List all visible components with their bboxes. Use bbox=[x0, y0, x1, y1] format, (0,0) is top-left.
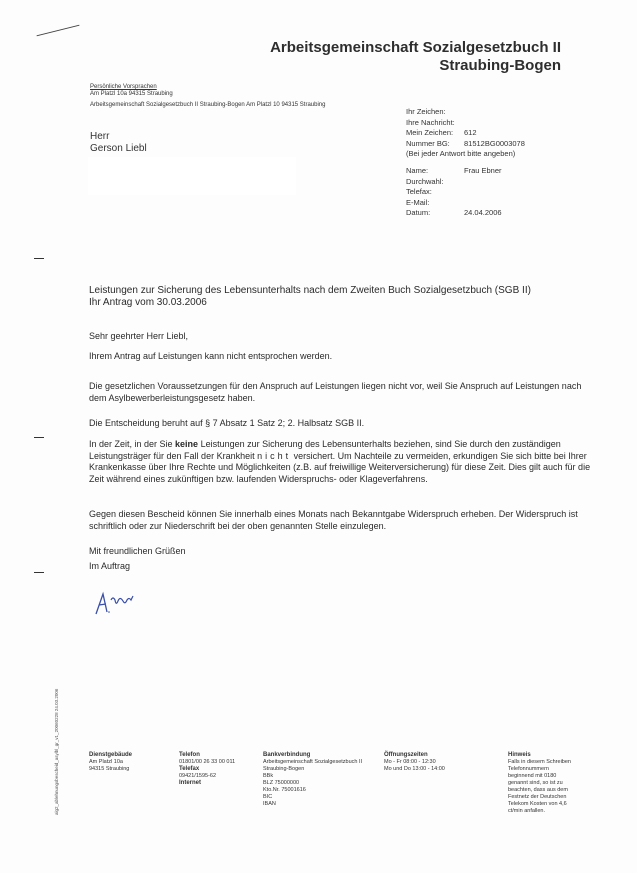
date-label: Datum: bbox=[406, 208, 431, 217]
org-name: Arbeitsgemeinschaft Sozialgesetzbuch II bbox=[270, 39, 561, 56]
footer-account-number: Kto.Nr. 75001616 bbox=[263, 787, 306, 793]
insurance-text-a: In der Zeit, in der Sie bbox=[89, 439, 176, 449]
closing bbox=[89, 546, 594, 572]
mein-zeichen-value: 612 bbox=[464, 128, 477, 137]
footer-fax: 09421/1595-62 bbox=[179, 773, 217, 779]
mein-zeichen-label: Mein Zeichen: bbox=[406, 128, 454, 137]
insurance-emphasis-nicht: nicht bbox=[257, 450, 292, 461]
sender-address: Am Platzl 10a 94315 Straubing bbox=[90, 91, 173, 97]
footer-office-city: 94315 Straubing bbox=[89, 766, 130, 772]
footer-hours bbox=[384, 752, 474, 773]
telefax-label: Telefax: bbox=[406, 187, 432, 196]
paragraph-reason: Die gesetzlichen Voraussetzungen für den Anspruch auf Leistungen liegen nicht vor, weil Sie Anspruch auf Leistungen nach dem Asylbewerberleistungsgesetz haben. bbox=[89, 381, 582, 403]
durchwahl-label: Durchwahl: bbox=[406, 177, 444, 186]
footer-phone-title: Telefon bbox=[179, 752, 200, 758]
footer-bank-holder-region: Straubing-Bogen bbox=[263, 766, 305, 772]
closing-regards: Mit freundlichen Grüßen bbox=[89, 546, 186, 556]
return-address: Arbeitsgemeinschaft Sozialgesetzbuch II Straubing-Bogen Am Platzl 10 94315 Straubing bbox=[90, 102, 326, 108]
punch-mark bbox=[34, 437, 44, 438]
footer-fax-title: Telefax bbox=[179, 766, 200, 772]
greeting: Sehr geehrter Herr Liebl, bbox=[89, 331, 189, 341]
footer-contact bbox=[179, 752, 263, 787]
nummer-bg-value: 81512BG0003078 bbox=[464, 139, 525, 148]
insurance-text-c: versichert. Um Nachteile zu vermeiden, erkundigen Sie sich bitte bei Ihrer Krankenkasse über Ihre Rechte und Möglichkeiten (z.B. auf freiwillige Weiterversicherung) für diese Zeit. Dies gilt auch für die Zeit während eines zukünftigen bzw. laufenden Widerspruchs- oder Klageverfahrens. bbox=[89, 450, 591, 484]
date-value: 24.04.2006 bbox=[464, 208, 502, 217]
subject-application-date: Ihr Antrag vom 30.03.2006 bbox=[89, 297, 207, 308]
fold-mark bbox=[34, 572, 44, 573]
ihre-nachricht-label: Ihre Nachricht: bbox=[406, 118, 455, 127]
footer-bank-title: Bankverbindung bbox=[263, 752, 311, 758]
org-region: Straubing-Bogen bbox=[439, 57, 561, 74]
paragraph-legal-basis: Die Entscheidung beruht auf § 7 Absatz 1 Satz 2; 2. Halbsatz SGB II. bbox=[89, 418, 365, 428]
footer-bank-code: BLZ 75000000 bbox=[263, 780, 300, 786]
nummer-bg-label: Nummer BG: bbox=[406, 139, 450, 148]
recipient-name: Gerson Liebl bbox=[90, 143, 147, 154]
footer-hint bbox=[508, 752, 574, 815]
footer-bank bbox=[263, 752, 378, 808]
footer-hint-title: Hinweis bbox=[508, 752, 531, 758]
contact-name-value: Frau Ebner bbox=[464, 166, 502, 175]
sender-caption: Persönliche Vorsprachen bbox=[90, 84, 157, 90]
footer-internet-title: Internet bbox=[179, 780, 202, 786]
footer-bic: BIC bbox=[263, 794, 273, 800]
footer-office-title: Dienstgebäude bbox=[89, 752, 133, 758]
signature bbox=[93, 590, 153, 618]
paragraph-decision: Ihrem Antrag auf Leistungen kann nicht entsprochen werden. bbox=[89, 351, 333, 361]
contact-name-label: Name: bbox=[406, 166, 429, 175]
closing-authority: Im Auftrag bbox=[89, 560, 131, 571]
footer-iban: IBAN bbox=[263, 801, 276, 807]
recipient-block bbox=[90, 131, 147, 155]
footer-hint-text: Falls in diesem Schreiben Telefonnummern beginnend mit 0180 genannt sind, so ist zu beachten, dass aus dem Festnetz der Deutschen Telekom Kosten von 4,6 ct/min anfallen. bbox=[508, 759, 571, 814]
ihr-zeichen-label: Ihr Zeichen: bbox=[406, 107, 446, 116]
footer-hours-afternoon: Mo und Do 13:00 - 14:00 bbox=[384, 766, 445, 772]
insurance-text-b: Leistungen zur Sicherung des Lebensunterhalts beziehen, sind Sie durch den zuständigen Leistungsträger für den Fall der Krankheit bbox=[89, 439, 561, 461]
scan-mark bbox=[37, 25, 80, 37]
footer-hours-title: Öffnungszeiten bbox=[384, 752, 428, 758]
footer-bank-holder: Arbeitsgemeinschaft Sozialgesetzbuch II bbox=[263, 759, 363, 765]
subject-line: Leistungen zur Sicherung des Lebensunterhalts nach dem Zweiten Buch Sozialgesetzbuch (SGB II) bbox=[89, 285, 531, 296]
recipient-salutation: Herr bbox=[90, 131, 110, 142]
form-reference: alg2_ablehnungsbescheid_asylbl_gr_v1_20060228 24.03.2006 bbox=[54, 688, 59, 815]
footer-hours-weekdays: Mo - Fr 08:00 - 12:30 bbox=[384, 759, 436, 765]
paragraph-insurance bbox=[89, 439, 594, 485]
subject bbox=[89, 285, 594, 309]
fold-mark bbox=[34, 258, 44, 259]
paragraph-appeal: Gegen diesen Bescheid können Sie innerhalb eines Monats nach Bekanntgabe Widerspruch erheben. Der Widerspruch ist schriftlich oder zur Niederschrift bei der oben genannten Stelle einzulegen. bbox=[89, 509, 578, 531]
reference-note: (Bei jeder Antwort bitte angeben) bbox=[406, 149, 516, 158]
redacted-address bbox=[88, 157, 296, 195]
insurance-emphasis-keine: keine bbox=[175, 439, 199, 449]
footer-office-street: Am Platzl 10a bbox=[89, 759, 123, 765]
letterhead bbox=[270, 39, 561, 75]
footer-office bbox=[89, 752, 169, 773]
footer-bank-name: BBk bbox=[263, 773, 274, 779]
footer-phone: 01801/00 26 33 00 011 bbox=[179, 759, 236, 765]
email-label: E-Mail: bbox=[406, 198, 430, 207]
